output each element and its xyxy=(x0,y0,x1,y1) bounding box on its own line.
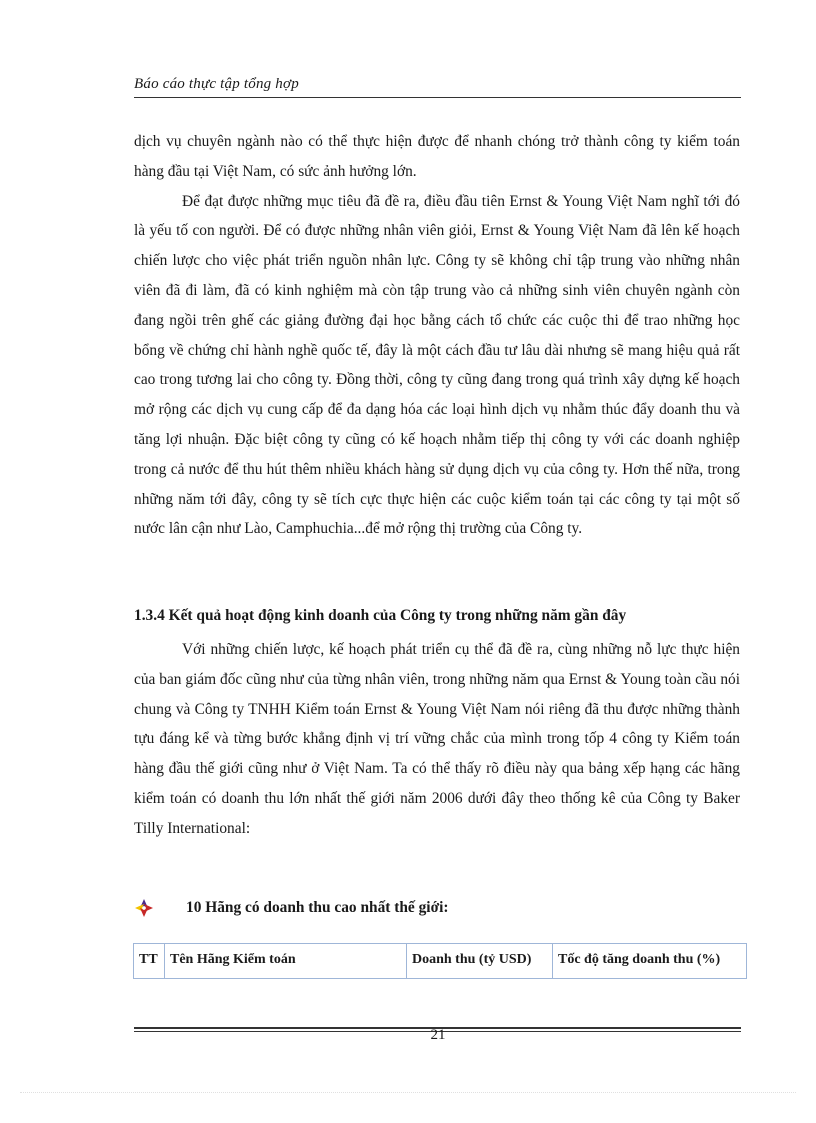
header-divider xyxy=(134,97,741,98)
table-header-cell: Tốc độ tăng doanh thu (%) xyxy=(558,952,721,967)
table-header-cell: Tên Hãng Kiểm toán xyxy=(165,944,407,978)
page-edge-border xyxy=(20,1092,796,1093)
page-header-title: Báo cáo thực tập tổng hợp xyxy=(134,76,299,92)
section-heading: 1.3.4 Kết quả hoạt động kinh doanh của Công ty trong những năm gần đây xyxy=(134,607,627,624)
paragraph-strategy: Để đạt được những mục tiêu đã đề ra, điều đầu tiên Ernst & Young Việt Nam nghĩ tới đó là yếu tố con người. Để có được những nhân viên giỏi, Ernst & Young Việt Nam đã lên kế hoạch chiến lược cho việc phát triển nguồn nhân lực. Công ty sẽ không chỉ tập trung vào những nhân viên đã đi làm, đã có kinh nghiệm mà còn tập trung vào cả những sinh viên chuyên ngành còn đang ngồi trên ghế các giảng đường đại học bằng cách tổ chức các cuộc thi để trao những học bổng về chứng chỉ hành nghề quốc tế, đây là một cách đầu tư lâu dài nhưng sẽ mang hiệu quả rất cao trong tương lai cho công ty. Đồng thời, công ty cũng đang trong quá trình xây dựng kế hoạch mở rộng các dịch vụ cung cấp để đa dạng hóa các loại hình dịch vụ nhằm thúc đẩy doanh thu và tăng lợi nhuận. Đặc biệt công ty cũng có kế hoạch nhằm tiếp thị công ty với các doanh nghiệp trong cả nước để thu hút thêm nhiều khách hàng sử dụng dịch vụ của công ty. Hơn thế nữa, trong những năm tới đây, công ty sẽ tích cực thực hiện các cuộc kiểm toán tại các công ty tại một số nước lân cận như Lào, Camphuchia...để mở rộng thị trường của Công ty. xyxy=(134,192,740,538)
paragraph-results: Với những chiến lược, kế hoạch phát triển cụ thể đã đề ra, cùng những nỗ lực thực hiện của ban giám đốc cũng như của từng nhân viên, trong những năm qua Ernst & Young toàn cầu nói chung và Công ty TNHH Kiểm toán Ernst & Young Việt Nam nói riêng đã thu được những thành tựu đáng kể và từng bước khẳng định vị trí vững chắc của mình trong tốp 4 công ty Kiểm toán hàng đầu thế giới cũng như ở Việt Nam. Ta có thể thấy rõ điều này qua bảng xếp hạng các hãng kiểm toán có doanh thu lớn nhất thế giới năm 2006 dưới đây theo thống kê của Công ty Baker Tilly International: xyxy=(134,641,740,837)
body-text-block xyxy=(134,127,740,544)
paragraph-continuation: dịch vụ chuyên ngành nào có thể thực hiện được để nhanh chóng trở thành công ty kiểm toán hàng đầu tại Việt Nam, có sức ảnh hưởng lớn. xyxy=(134,133,740,180)
list-heading xyxy=(134,898,740,920)
table-header-cell: TT xyxy=(134,944,165,978)
list-heading-text: 10 Hãng có doanh thu cao nhất thế giới: xyxy=(186,899,449,916)
revenue-table-header xyxy=(133,943,747,979)
bullet-arrow-icon xyxy=(134,898,154,918)
section-body xyxy=(134,635,740,844)
table-header-cell: Doanh thu (tỷ USD) xyxy=(407,944,553,978)
page-number: 21 xyxy=(430,1027,446,1043)
